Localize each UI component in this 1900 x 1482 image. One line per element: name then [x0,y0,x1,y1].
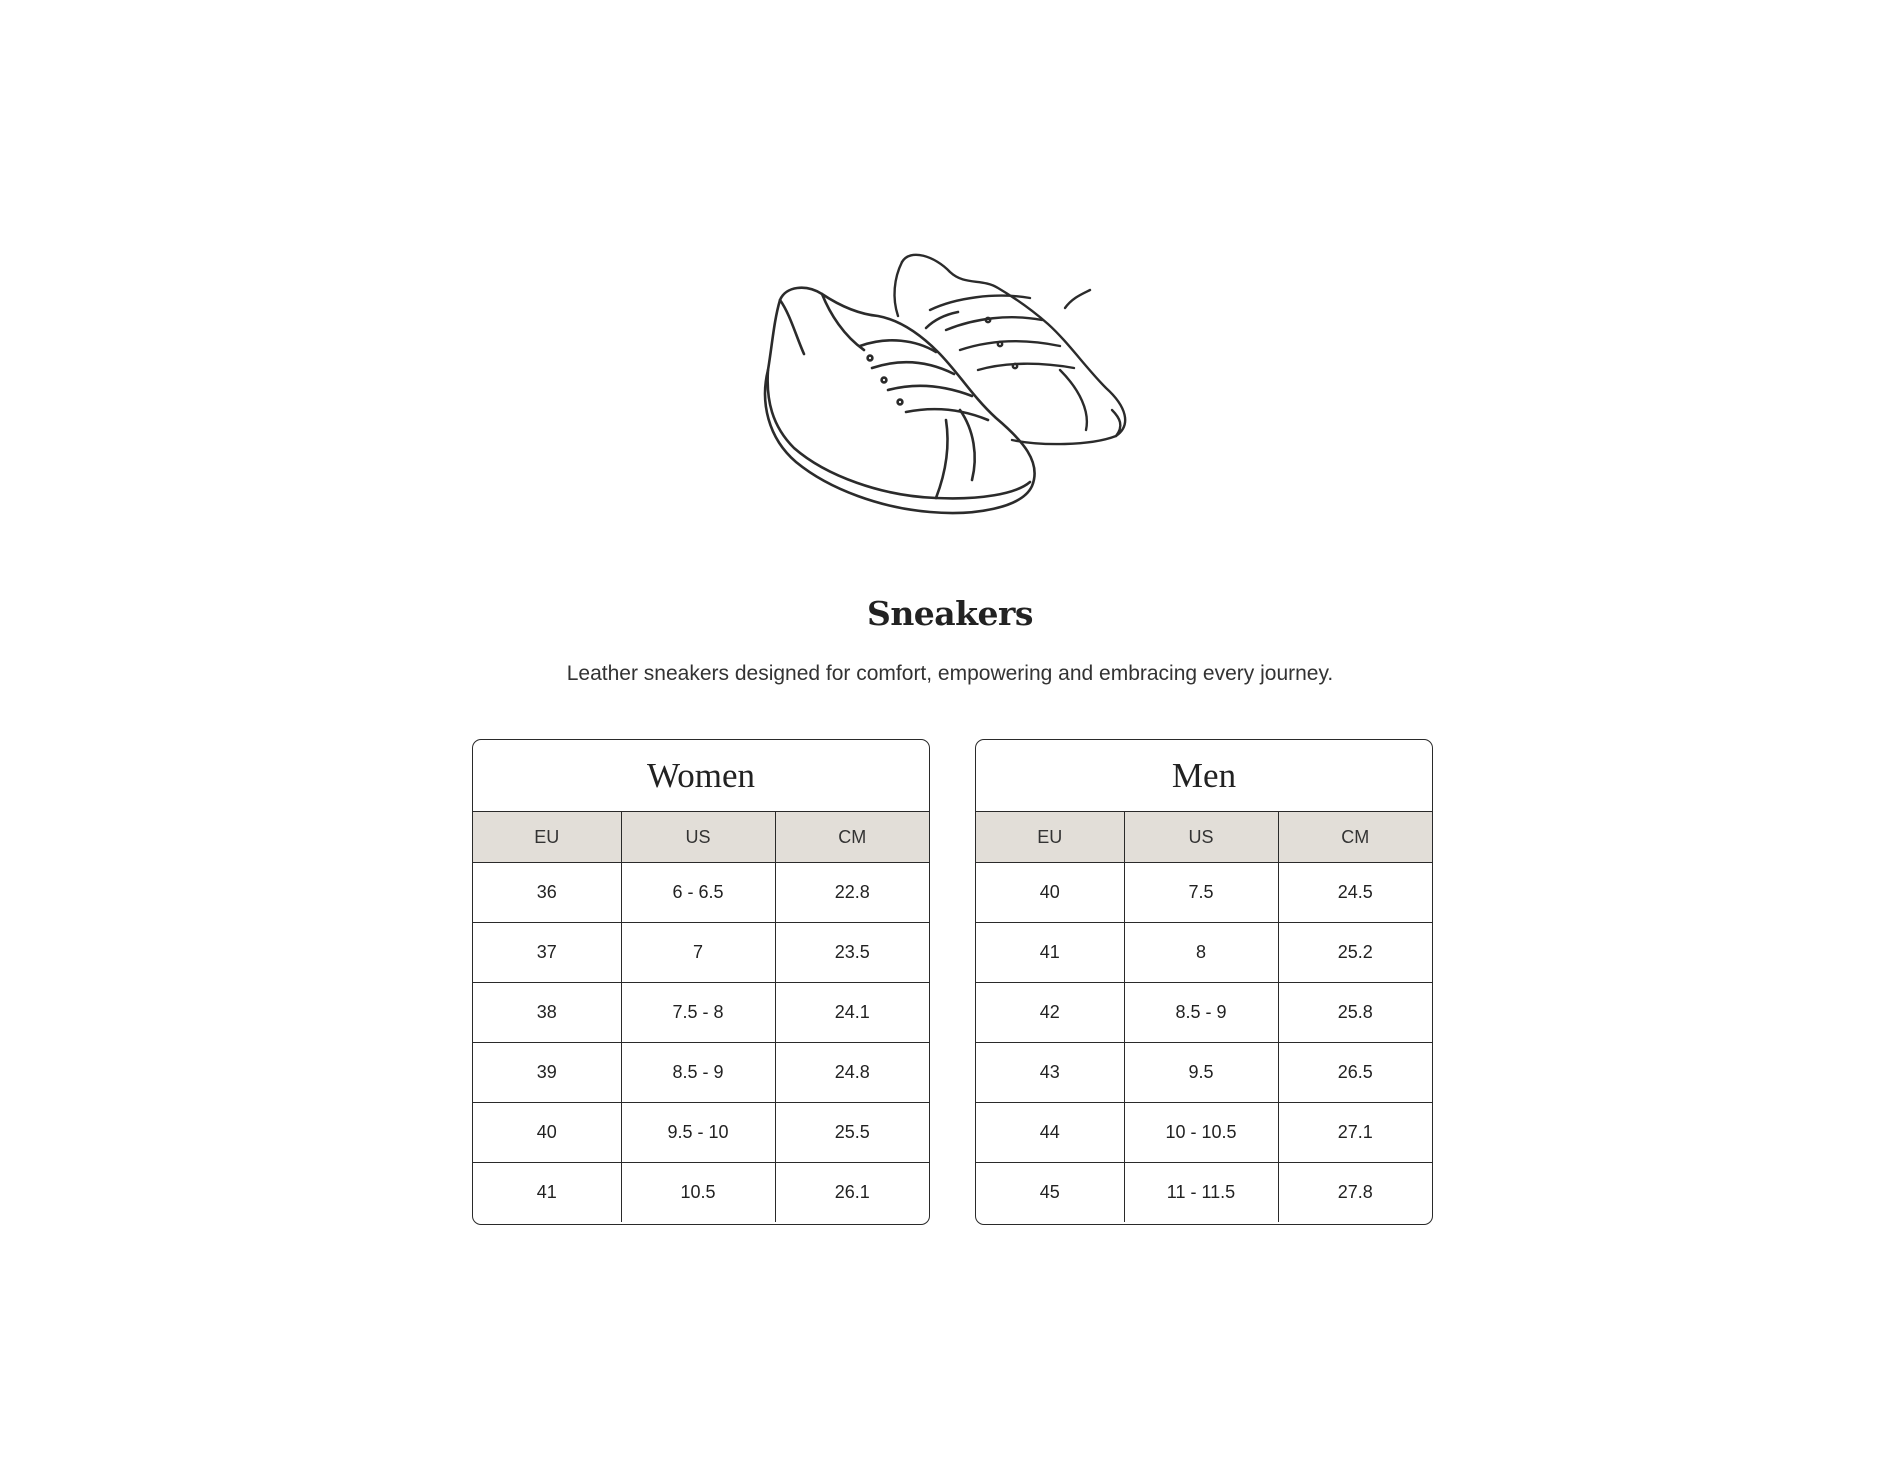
table-row [976,1043,1432,1103]
header-row [976,812,1432,863]
eu-cell: 37 [473,923,621,983]
table-row [976,983,1432,1043]
cm-cell: 25.2 [1278,923,1432,983]
men-chart-title: Men [976,740,1432,812]
eu-cell: 42 [976,983,1124,1043]
table-row [473,983,929,1043]
us-column-header: US [1124,812,1278,863]
us-cell: 7.5 - 8 [621,983,775,1043]
us-cell: 10 - 10.5 [1124,1103,1278,1163]
cm-cell: 25.8 [1278,983,1432,1043]
us-cell: 8 [1124,923,1278,983]
eu-cell: 36 [473,863,621,923]
us-cell: 8.5 - 9 [1124,983,1278,1043]
cm-cell: 27.8 [1337,1182,1373,1202]
eu-cell: 40 [976,863,1124,923]
table-row [976,863,1432,923]
table-row [473,1103,929,1163]
table-row [473,923,929,983]
cm-column-header: CM [1278,812,1432,863]
us-cell: 11 - 11.5 [1124,1163,1278,1223]
cm-cell: 25.5 [775,1103,929,1163]
sneakers-illustration [760,250,1140,550]
cm-cell: 23.5 [775,923,929,983]
us-column-header: US [621,812,775,863]
table-row [473,1043,929,1103]
header-row [473,812,929,863]
us-cell: 7 [621,923,775,983]
eu-cell: 41 [976,923,1124,983]
cm-cell: 24.5 [1278,863,1432,923]
us-cell: 10.5 [621,1163,775,1223]
table-row [473,863,929,923]
cm-cell: 26.1 [834,1182,870,1202]
cm-cell: 24.1 [775,983,929,1043]
cm-cell: 24.8 [775,1043,929,1103]
table-row [976,1103,1432,1163]
page-title: Sneakers [866,594,1034,633]
sneakers-icon [760,250,1140,550]
eu-column-header: EU [976,812,1124,863]
eu-cell: 45 [976,1163,1124,1223]
table-row [976,923,1432,983]
cm-column-header: CM [775,812,929,863]
cm-cell: 26.5 [1278,1043,1432,1103]
eu-cell: 39 [473,1043,621,1103]
table-row [473,1163,929,1223]
us-cell: 9.5 [1124,1043,1278,1103]
women-chart-title: Women [473,740,929,812]
eu-cell: 43 [976,1043,1124,1103]
eu-cell: 44 [976,1103,1124,1163]
eu-cell: 38 [473,983,621,1043]
cm-cell: 27.1 [1278,1103,1432,1163]
cm-cell: 22.8 [775,863,929,923]
eu-column-header: EU [473,812,621,863]
eu-cell: 40 [473,1103,621,1163]
us-cell: 9.5 - 10 [621,1103,775,1163]
us-cell: 6 - 6.5 [621,863,775,923]
table-row [976,1163,1432,1223]
us-cell: 7.5 [1124,863,1278,923]
us-cell: 8.5 - 9 [621,1043,775,1103]
page-subtitle: Leather sneakers designed for comfort, empowering and embracing every journey. [566,662,1334,685]
men-size-chart [975,739,1433,1225]
eu-cell: 41 [473,1163,621,1223]
men-size-table [976,812,1432,1222]
women-size-table [473,812,929,1222]
women-size-chart [472,739,930,1225]
